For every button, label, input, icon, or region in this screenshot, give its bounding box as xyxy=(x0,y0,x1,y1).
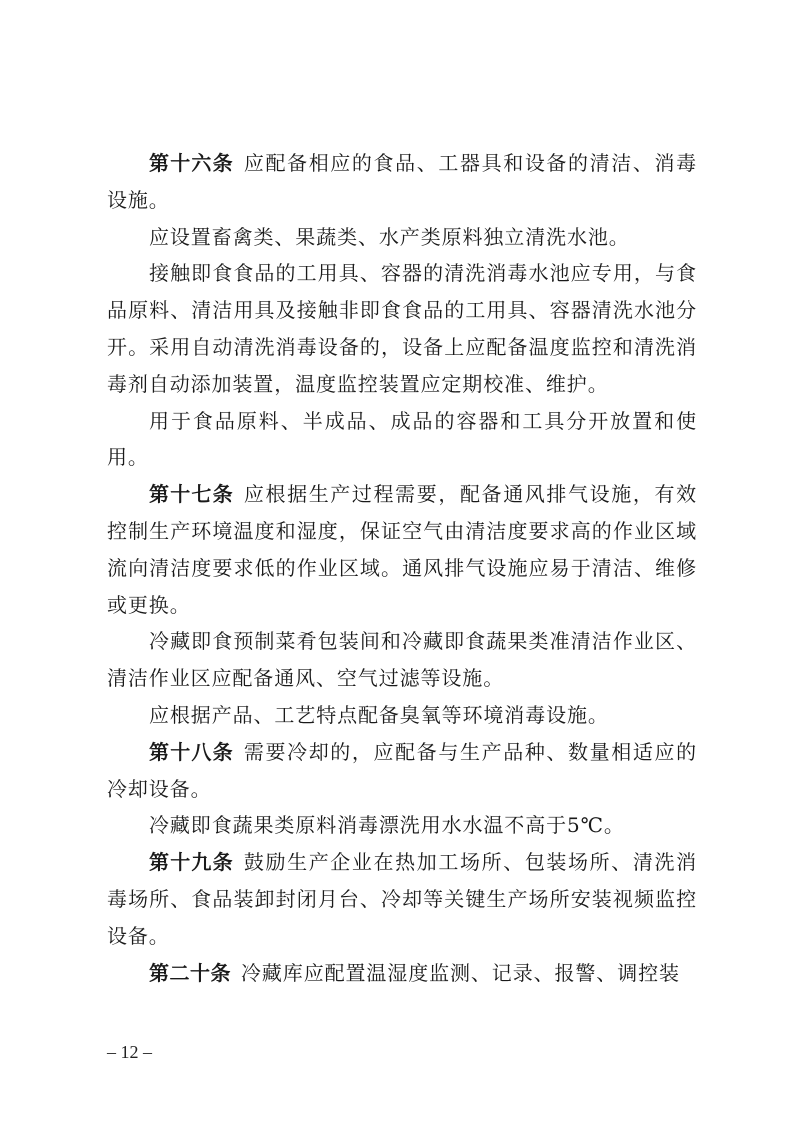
paragraph xyxy=(107,623,697,697)
paragraph xyxy=(107,219,697,256)
paragraph-text: 需要冷却的，应配备与生产品种、数量相适应的冷却设备。 xyxy=(107,739,698,801)
paragraph xyxy=(107,807,697,844)
paragraph-article-16 xyxy=(107,145,697,219)
page-number: – 12 – xyxy=(107,1042,152,1062)
article-number: 第二十条 xyxy=(149,960,231,985)
paragraph-text: 应根据产品、工艺特点配备臭氧等环境消毒设施。 xyxy=(149,702,609,727)
paragraph-text: 冷藏即食蔬果类原料消毒漂洗用水水温不高于5℃。 xyxy=(149,813,625,838)
paragraph-text: 应设置畜禽类、果蔬类、水产类原料独立清洗水池。 xyxy=(149,224,630,249)
paragraph-text: 冷藏库应配置温湿度监测、记录、报警、调控装 xyxy=(241,960,680,985)
article-number: 第十九条 xyxy=(149,850,234,875)
paragraph xyxy=(107,697,697,734)
paragraph-text: 接触即食食品的工用具、容器的清洗消毒水池应专用，与食品原料、清洁用具及接触非即食食品的工用具、容器清洗水池分开。采用自动清洗消毒设备的，设备上应配备温度监控和清洗消毒剂自动添加装置，温度监控装置应定期校准、维护。 xyxy=(107,261,697,396)
paragraph-text: 应根据生产过程需要，配备通风排气设施，有效控制生产环境温度和湿度，保证空气由清洁度要求高的作业区域流向清洁度要求低的作业区域。通风排气设施应易于清洁、维修或更换。 xyxy=(107,482,698,617)
paragraph-text: 应配备相应的食品、工器具和设备的清洁、消毒设施。 xyxy=(107,151,698,212)
document-body xyxy=(107,145,697,991)
paragraph-text: 冷藏即食预制菜肴包装间和冷藏即食蔬果类准清洁作业区、清洁作业区应配备通风、空气过滤等设施。 xyxy=(107,629,697,691)
paragraph-article-20 xyxy=(107,955,697,992)
paragraph-text: 用于食品原料、半成品、成品的容器和工具分开放置和使用。 xyxy=(107,408,697,470)
article-number: 第十六条 xyxy=(149,151,234,175)
article-number: 第十八条 xyxy=(149,739,234,764)
paragraph xyxy=(107,255,697,402)
article-number: 第十七条 xyxy=(149,482,234,507)
paragraph-article-18 xyxy=(107,734,697,808)
paragraph xyxy=(107,403,697,477)
paragraph-article-19 xyxy=(107,844,697,954)
paragraph-article-17 xyxy=(107,476,697,623)
paragraph-text: 鼓励生产企业在热加工场所、包装场所、清洗消毒场所、食品装卸封闭月台、冷却等关键生产场所安装视频监控设备。 xyxy=(107,850,698,948)
